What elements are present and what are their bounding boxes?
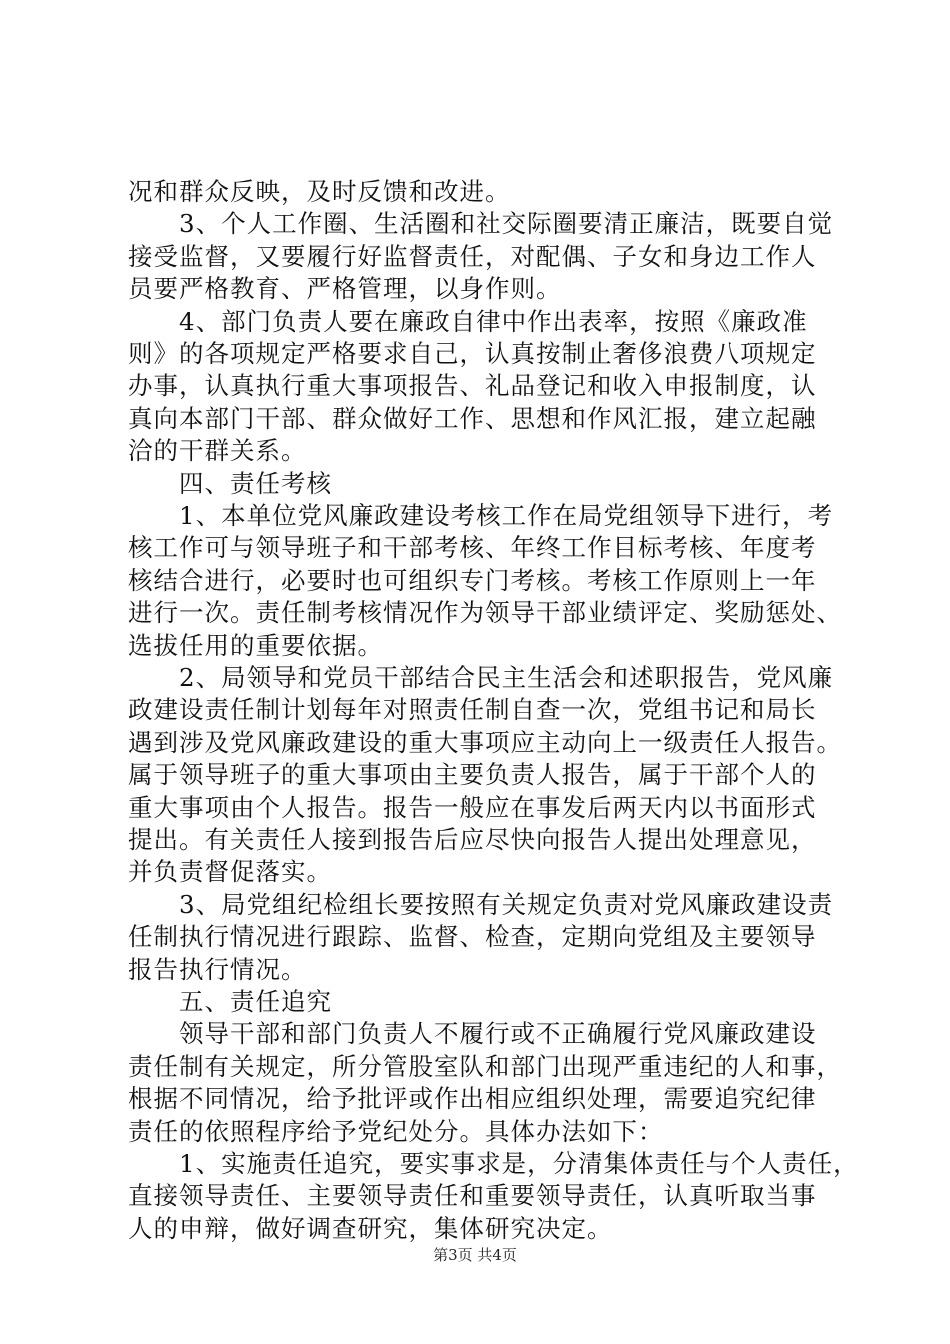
text-line: 2、局领导和党员干部结合民主生活会和述职报告，党风廉 <box>128 663 834 692</box>
text-line: 任制执行情况进行跟踪、监督、检查，定期向党组及主要领导 <box>128 922 817 952</box>
text-line: 报告执行情况。 <box>128 954 307 984</box>
text-line: 重大事项由个人报告。报告一般应在事发后两天内以书面形式 <box>128 792 817 822</box>
paragraph <box>128 1148 859 1245</box>
text-line: 1、实施责任追究，要实事求是，分清集体责任与个人责任， <box>128 1149 859 1178</box>
text-line: 遇到涉及党风廉政建设的重大事项应主动向上一级责任人报告。 <box>128 727 842 757</box>
text-line: 属于领导班子的重大事项由主要负责人报告，属于干部个人的 <box>128 760 817 790</box>
paragraph <box>128 500 842 662</box>
text-line: 五、责任追究 <box>128 987 332 1016</box>
text-line: 提出。有关责任人接到报告后应尽快向报告人提出处理意见， <box>128 824 817 854</box>
text-line: 四、责任考核 <box>128 468 332 498</box>
text-line: 真向本部门干部、群众做好工作、思想和作风汇报，建立起融 <box>128 403 817 433</box>
text-line: 3、局党组纪检组长要按照有关规定负责对党风廉政建设责 <box>128 889 834 919</box>
text-line: 领导干部和部门负责人不履行或不正确履行党风廉政建设 <box>128 1019 817 1049</box>
paragraph <box>128 306 838 468</box>
paragraph <box>128 986 838 1018</box>
text-line: 1、本单位党风廉政建设考核工作在局党组领导下进行，考 <box>128 501 834 530</box>
text-line: 则》的各项规定严格要求自己，认真按制止奢侈浪费八项规定 <box>128 338 817 368</box>
paragraph <box>128 208 838 305</box>
text-line: 况和群众反映，及时反馈和改进。 <box>128 177 511 206</box>
text-line: 根据不同情况，给予批评或作出相应组织处理，需要追究纪律 <box>128 1084 817 1114</box>
text-line: 直接领导责任、主要领导责任和重要领导责任，认真听取当事 <box>128 1181 817 1211</box>
text-line: 人的申辩，做好调查研究，集体研究决定。 <box>128 1213 613 1243</box>
paragraph <box>128 662 842 889</box>
text-line: 责任制有关规定，所分管股室队和部门出现严重违纪的人和事， <box>128 1051 842 1081</box>
paragraph <box>128 1018 842 1148</box>
page-footer: 第3页 共4页 <box>433 1246 517 1264</box>
text-line: 员要严格教育、严格管理，以身作则。 <box>128 274 562 304</box>
text-line: 选拔任用的重要依据。 <box>128 630 383 660</box>
text-line: 洽的干群关系。 <box>128 436 307 466</box>
text-line: 核工作可与领导班子和干部考核、年终工作目标考核、年度考 <box>128 533 817 563</box>
text-line: 责任的依照程序给予党纪处分。具体办法如下： <box>128 1116 664 1146</box>
text-line: 政建设责任制计划每年对照责任制自查一次，党组书记和局长 <box>128 695 817 725</box>
paragraph <box>128 176 838 208</box>
text-line: 并负责督促落实。 <box>128 857 332 887</box>
paragraph <box>128 889 838 986</box>
paragraph <box>128 468 838 500</box>
text-line: 接受监督，又要履行好监督责任，对配偶、子女和身边工作人 <box>128 241 817 271</box>
text-line: 核结合进行，必要时也可组织专门考核。考核工作原则上一年 <box>128 565 817 595</box>
text-line: 4、部门负责人要在廉政自律中作出表率，按照《廉政准 <box>128 306 808 336</box>
text-line: 进行一次。责任制考核情况作为领导干部业绩评定、奖励惩处、 <box>128 598 842 628</box>
text-line: 3、个人工作圈、生活圈和社交际圈要清正廉洁，既要自觉 <box>128 209 834 239</box>
text-line: 办事，认真执行重大事项报告、礼品登记和收入申报制度，认 <box>128 371 817 401</box>
